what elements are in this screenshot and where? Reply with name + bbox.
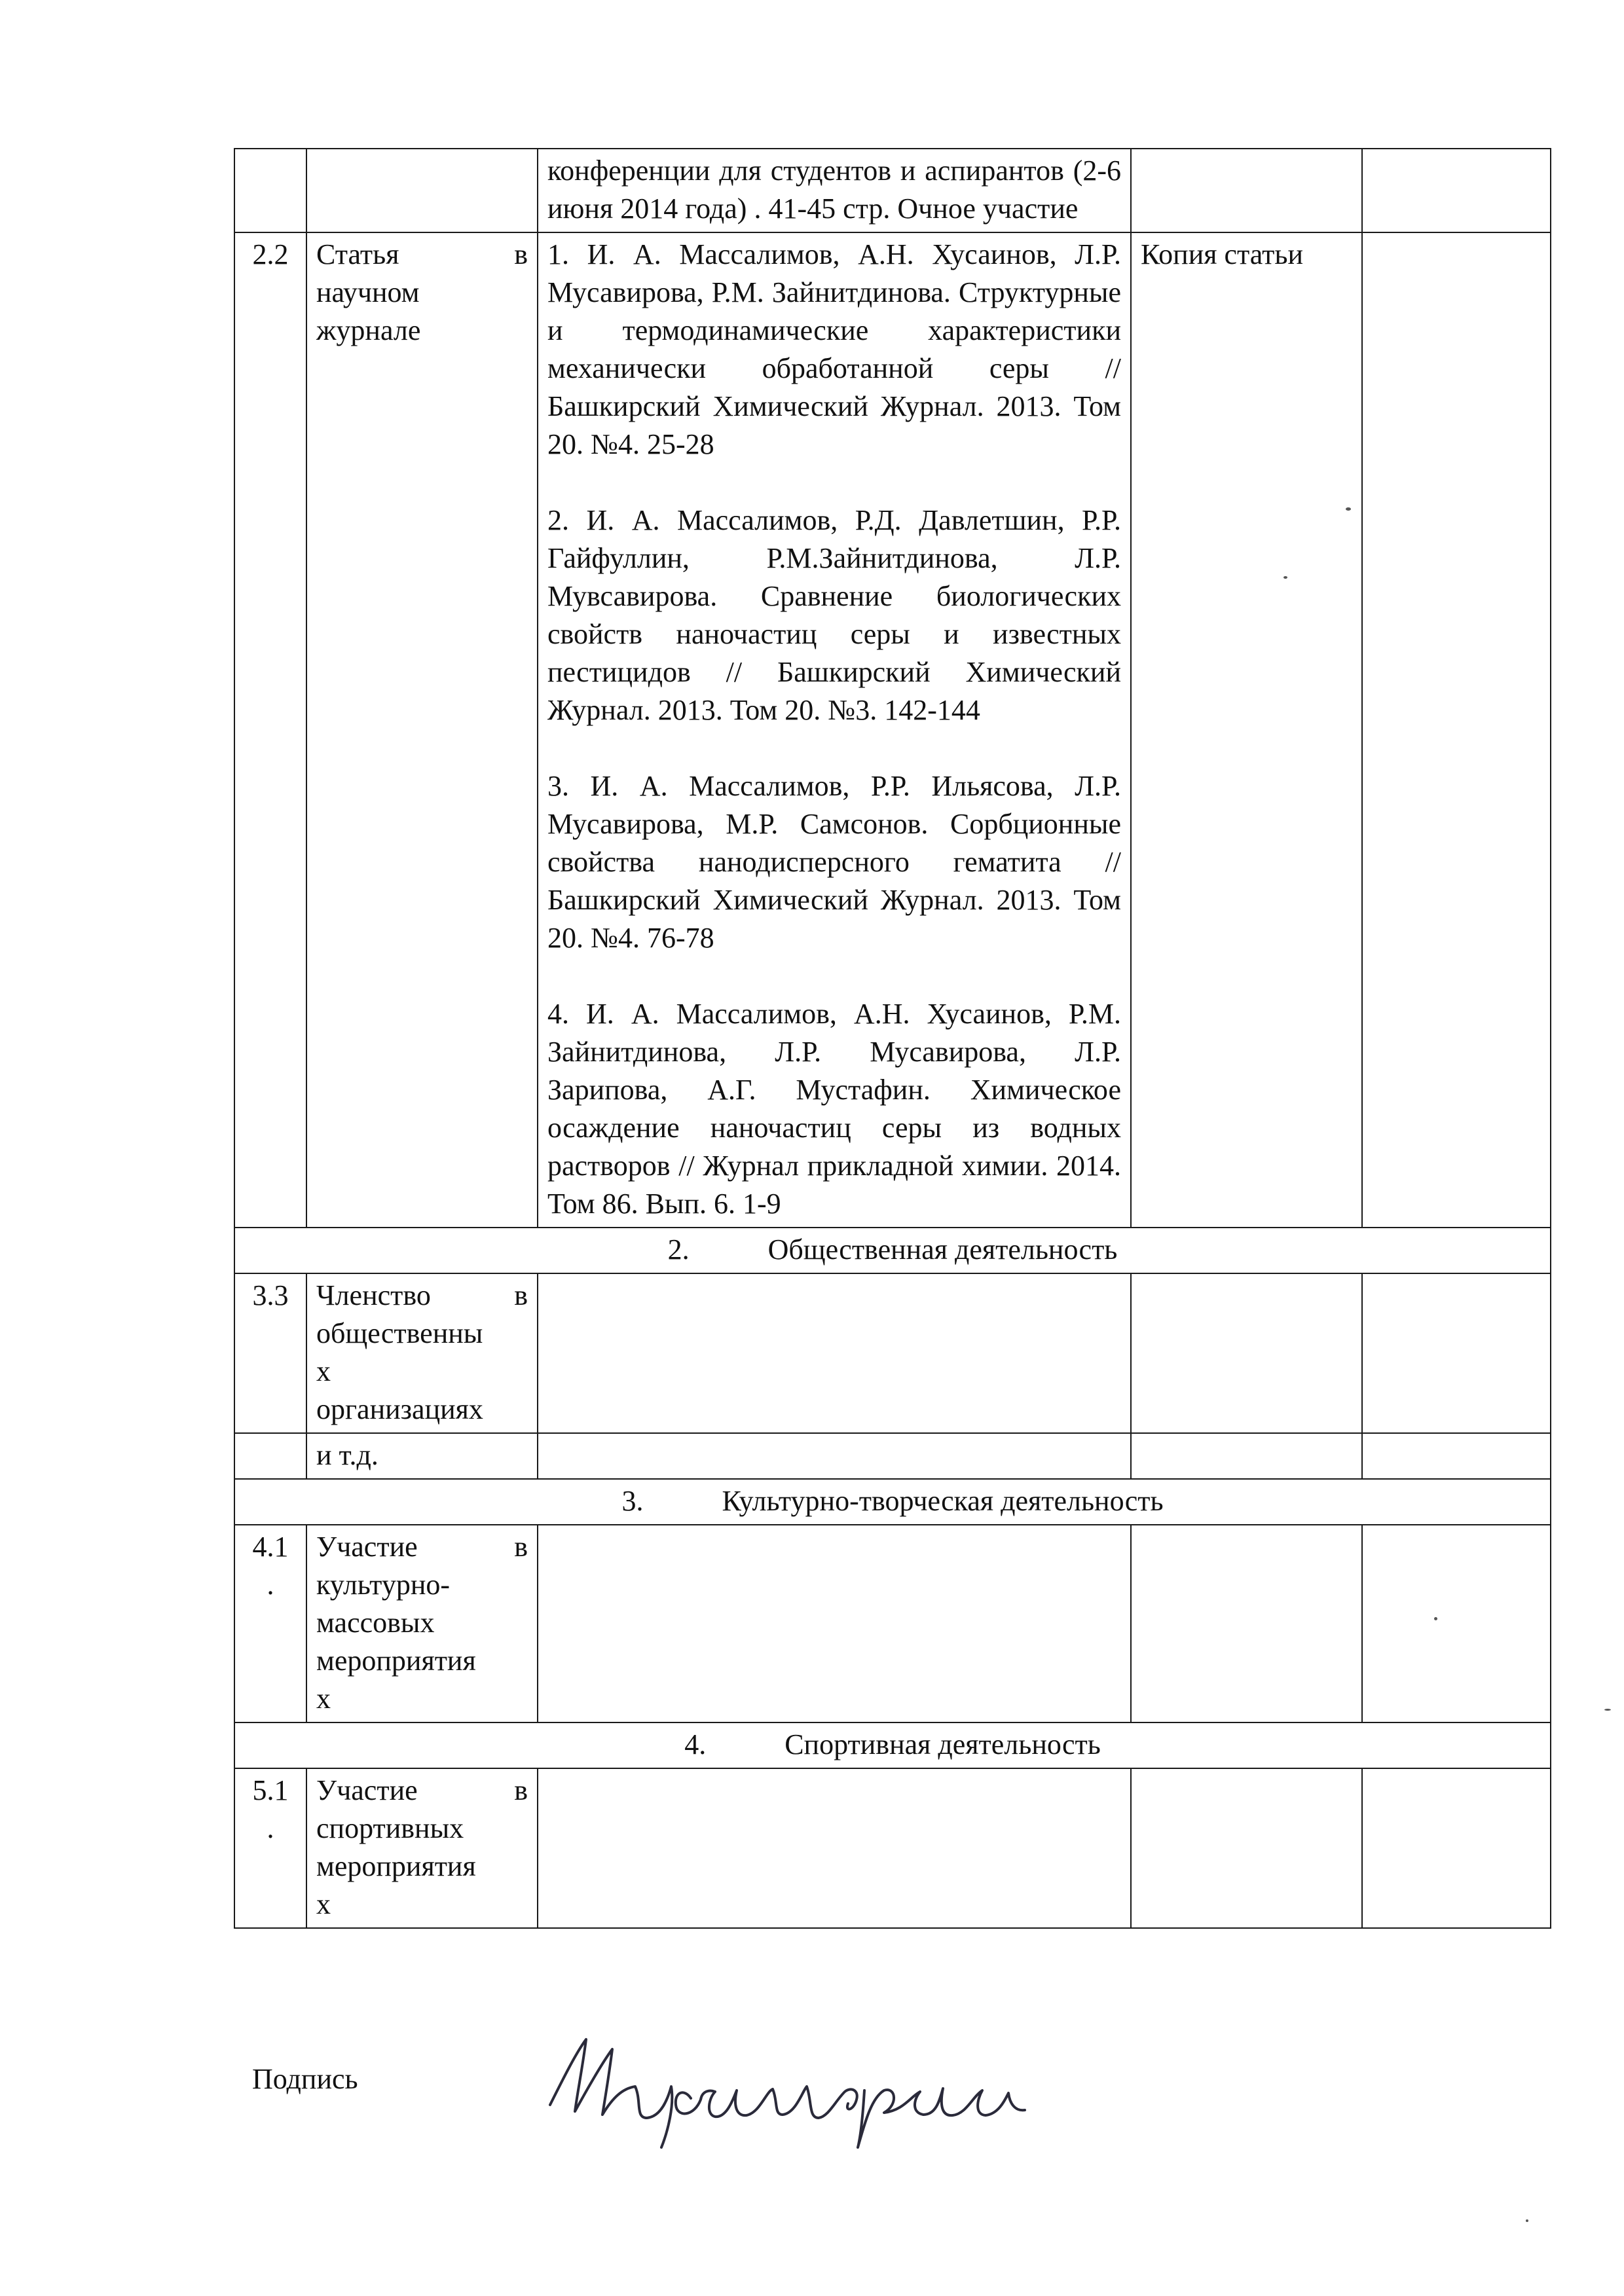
table-row [234,1273,1551,1433]
activity-content-cell [538,1525,1131,1722]
section-header-row [234,1479,1551,1525]
publication-entry: 3. И. А. Массалимов, Р.Р. Ильясова, Л.Р. Мусавирова, М.Р. Самсонов. Сорбционные свойства нанодисперсного гематита // Башкирский Химический Журнал. 2013. Том 20. №4. 76-78 [547,770,1121,954]
score-cell [1362,1433,1551,1479]
section-heading [234,1228,1551,1273]
row-number-cell: 3.3 [234,1273,306,1433]
section-number: 3. [621,1485,644,1517]
activity-type-cell [306,149,538,232]
publication-entry: 2. И. А. Массалимов, Р.Д. Давлетшин, Р.Р. Гайфуллин, Р.М.Зайнитдинова, Л.Р. Мувсавирова. Сравнение биологических свойств наночастиц серы и известных пестицидов // Башкирский Химический Журнал. 2013. Том 20. №3. 142-144 [547,504,1121,726]
table-row [234,149,1551,232]
table-row [234,1525,1551,1722]
section-title: Спортивная деятельность [784,1728,1101,1760]
signature-label: Подпись [252,2063,358,2095]
activity-type-cell: Статья в научном журнале [306,232,538,1228]
scan-speck [1604,1709,1611,1711]
proof-cell: Копия статьи [1131,232,1362,1228]
scan-speck [1526,2219,1528,2222]
section-title: Общественная деятельность [767,1233,1118,1266]
scan-speck [1346,507,1351,511]
proof-cell [1131,1768,1362,1928]
activity-content-cell [538,1433,1131,1479]
publication-entry: 4. И. А. Массалимов, А.Н. Хусаинов, Р.М. Зайнитдинова, Л.Р. Мусавирова, Л.Р. Зарипова, А.Г. Мустафин. Химическое осаждение наночастиц серы из водных растворов // Журнал прикладной химии. 2014. Том 86. Вып. 6. 1-9 [547,998,1121,1220]
table-row [234,1433,1551,1479]
activity-content-cell [538,1273,1131,1433]
score-cell [1362,232,1551,1228]
score-cell [1362,149,1551,232]
activity-type-cell: Участие в спортивных мероприятия х [306,1768,538,1928]
table-row [234,232,1551,1228]
activity-content-cell: конференции для студентов и аспирантов (2-6 июня 2014 года) . 41-45 стр. Очное участие [538,149,1131,232]
proof-cell [1131,1273,1362,1433]
section-heading [234,1479,1551,1525]
activity-type-cell: Участие в культурно- массовых мероприятия х [306,1525,538,1722]
row-number-cell [234,1433,306,1479]
section-heading [234,1722,1551,1768]
section-number: 4. [684,1728,707,1760]
activity-content-cell [538,1768,1131,1928]
row-number-cell: 4.1 . [234,1525,306,1722]
score-cell [1362,1273,1551,1433]
row-number-cell: 5.1 . [234,1768,306,1928]
scan-speck [1283,576,1287,579]
activity-content-cell [538,232,1131,1228]
activity-type-cell: и т.д. [306,1433,538,1479]
proof-cell [1131,149,1362,232]
proof-cell [1131,1525,1362,1722]
section-title: Культурно-творческая деятельность [722,1485,1164,1517]
score-cell [1362,1525,1551,1722]
handwritten-signature [537,2026,1048,2151]
activity-type-cell: Членство в общественны х организациях [306,1273,538,1433]
row-number-cell: 2.2 [234,232,306,1228]
section-header-row [234,1228,1551,1273]
publication-entry: 1. И. А. Массалимов, А.Н. Хусаинов, Л.Р. Мусавирова, Р.М. Зайнитдинова. Структурные и термодинамические характеристики механически обработанной серы // Башкирский Химический Журнал. 2013. Том 20. №4. 25-28 [547,238,1121,460]
score-cell [1362,1768,1551,1928]
scan-speck [1434,1617,1437,1620]
table-row [234,1768,1551,1928]
proof-cell [1131,1433,1362,1479]
section-number: 2. [667,1233,690,1266]
section-header-row [234,1722,1551,1768]
row-number-cell [234,149,306,232]
activity-table [234,148,1551,1929]
